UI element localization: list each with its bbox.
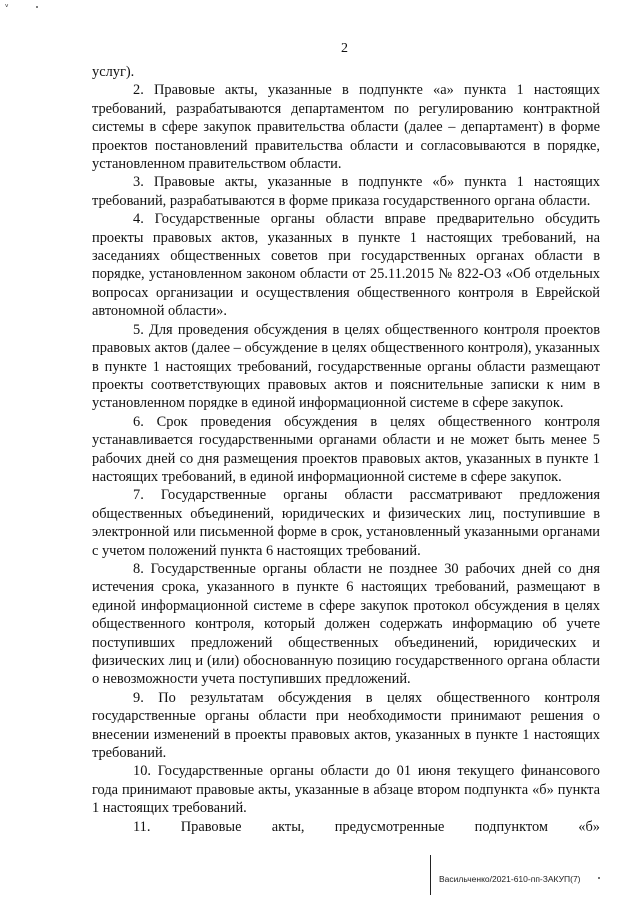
paragraph-11: 11. Правовые акты, предусмотренные подпунктом «б» <box>133 818 600 835</box>
footer-divider <box>430 855 431 895</box>
paragraph-6: 6. Срок проведения обсуждения в целях общественного контроля устанавливается государственными органами области и не может быть менее 5 рабочих дней со дня размещения проектов правовых актов, указанных в пункте 1 настоящих требований, в единой информационной системе в сфере закупок. <box>92 413 600 485</box>
footer-dot <box>598 877 600 879</box>
corner-mark: ᵛ <box>5 3 9 13</box>
paragraph-7: 7. Государственные органы области рассматривают предложения общественных объединений, юридических и физических лиц, поступившие в электронной или письменной форме в срок, установленный указанными органами с учетом положений пункта 6 настоящих требований. <box>92 487 600 559</box>
paragraph-8: 8. Государственные органы области не позднее 30 рабочих дней со дня истечения срока, указанного в пункте 6 настоящих требований, размещают в единой информационной системе в сфере закупок протокол обсуждения в целях общественного контроля, который должен содержать информацию об учете поступивших предложений общественных объединений, юридических и физических лиц и (или) обоснованную позицию государственного органа области о невозможности учета поступивших предложений. <box>92 560 600 688</box>
paragraph-continuation: услуг). <box>92 64 135 80</box>
paragraph-3: 3. Правовые акты, указанные в подпункте «б» пункта 1 настоящих требований, разрабатываются в форме приказа государственного органа области. <box>92 174 600 209</box>
paragraph-5: 5. Для проведения обсуждения в целях общественного контроля проектов правовых актов (далее – обсуждение в целях общественного контроля), указанных в пункте 1 настоящих требований, государственные органы области размещают проекты соответствующих правовых актов и пояснительные записки к ним в установленном порядке в единой информационной системе в сфере закупок. <box>92 321 600 412</box>
document-body <box>92 63 600 836</box>
page-number: 2 <box>341 41 348 56</box>
paragraph-9: 9. По результатам обсуждения в целях общественного контроля государственные органы области при необходимости принимают решения о внесении изменений в проекты правовых актов, указанных в пункте 1 настоящих требований. <box>92 689 600 762</box>
paragraph-10: 10. Государственные органы области до 01 июня текущего финансового года принимают правовые акты, указанные в абзаце втором подпункта «б» пункта 1 настоящих требований. <box>92 763 600 817</box>
corner-dot <box>36 6 38 8</box>
footer-document-code: Васильченко/2021-610-пп-ЗАКУП(7) <box>439 874 581 884</box>
paragraph-4: 4. Государственные органы области вправе предварительно обсудить проекты правовых актов, указанных в пункте 1 настоящих требований, на заседаниях общественных советов при государственных органах области в порядке, установленном законом области от 25.11.2015 № 822-ОЗ «Об отдельных вопросах организации и осуществления общественного контроля в Еврейской автономной области». <box>92 211 600 320</box>
paragraph-2: 2. Правовые акты, указанные в подпункте «а» пункта 1 настоящих требований, разрабатываются департаментом по регулированию контрактной системы в сфере закупок правительства области (далее – департамент) в форме проектов постановлений правительства области и согласовываются в порядке, установленном правительством области. <box>92 82 600 173</box>
